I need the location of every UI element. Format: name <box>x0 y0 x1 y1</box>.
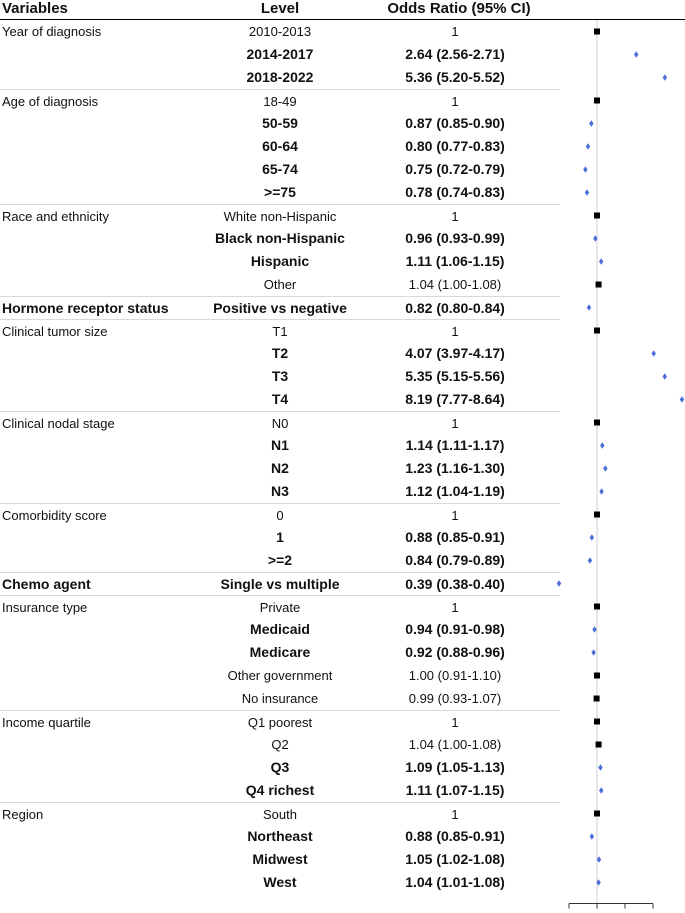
level-cell: No insurance <box>241 691 319 706</box>
level-cell: Medicare <box>249 644 311 660</box>
variable-cell: Chemo agent <box>2 576 91 592</box>
odds-ratio-cell: 1.04 (1.00-1.08) <box>408 277 502 292</box>
level-cell: 2010-2013 <box>248 24 312 39</box>
estimate-marker <box>651 350 655 356</box>
odds-ratio-cell: 8.19 (7.77-8.64) <box>405 391 505 407</box>
odds-ratio-cell: 1.12 (1.04-1.19) <box>405 483 505 499</box>
odds-ratio-cell: 1.04 (1.00-1.08) <box>408 737 502 752</box>
level-cell: N1 <box>271 437 289 453</box>
odds-ratio-cell: 1 <box>451 324 459 339</box>
level-cell: Q1 poorest <box>247 715 313 730</box>
variable-cell: Hormone receptor status <box>2 300 169 316</box>
odds-ratio-cell: 1 <box>451 416 459 431</box>
level-cell: 60-64 <box>262 138 298 154</box>
estimate-marker <box>557 580 561 586</box>
level-cell: N3 <box>271 483 289 499</box>
level-cell: Other government <box>227 668 333 683</box>
level-cell: South <box>263 807 297 822</box>
estimate-marker <box>588 557 592 563</box>
odds-ratio-cell: 4.07 (3.97-4.17) <box>405 345 505 361</box>
estimate-marker <box>600 442 604 448</box>
reference-marker <box>596 282 602 288</box>
odds-ratio-cell: 0.75 (0.72-0.79) <box>405 161 505 177</box>
reference-marker <box>594 512 600 518</box>
odds-ratio-cell: 2.64 (2.56-2.71) <box>405 46 505 62</box>
level-cell: White non-Hispanic <box>223 209 337 224</box>
estimate-marker <box>589 120 593 126</box>
reference-marker <box>594 811 600 817</box>
variable-cell: Region <box>2 807 44 822</box>
odds-ratio-cell: 0.87 (0.85-0.90) <box>405 115 505 131</box>
estimate-marker <box>591 649 595 655</box>
odds-ratio-cell: 1 <box>451 807 459 822</box>
estimate-marker <box>590 833 594 839</box>
level-cell: 1 <box>276 529 284 545</box>
header-variables: Variables <box>2 0 68 17</box>
odds-ratio-cell: 0.88 (0.85-0.91) <box>405 828 505 844</box>
level-cell: Q3 <box>270 759 290 775</box>
level-cell: Other <box>263 277 297 292</box>
odds-ratio-cell: 1.00 (0.91-1.10) <box>408 668 502 683</box>
estimate-marker <box>599 488 603 494</box>
level-cell: Midwest <box>252 851 308 867</box>
reference-marker <box>594 98 600 104</box>
estimate-marker <box>663 74 667 80</box>
estimate-marker <box>603 465 607 471</box>
odds-ratio-cell: 5.35 (5.15-5.56) <box>405 368 505 384</box>
level-cell: 0 <box>276 508 284 523</box>
odds-ratio-cell: 0.80 (0.77-0.83) <box>405 138 505 154</box>
odds-ratio-cell: 1 <box>451 209 459 224</box>
variable-cell: Income quartile <box>2 715 91 730</box>
estimate-marker <box>592 626 596 632</box>
odds-ratio-cell: 1.05 (1.02-1.08) <box>405 851 505 867</box>
estimate-marker <box>590 534 594 540</box>
estimate-marker <box>583 166 587 172</box>
level-cell: Private <box>259 600 301 615</box>
reference-marker <box>596 742 602 748</box>
level-cell: Single vs multiple <box>220 576 340 592</box>
reference-marker <box>594 420 600 426</box>
estimate-marker <box>587 304 591 310</box>
level-cell: T2 <box>271 345 289 361</box>
level-cell: Medicaid <box>250 621 310 637</box>
odds-ratio-cell: 1.23 (1.16-1.30) <box>405 460 505 476</box>
level-cell: Northeast <box>247 828 313 844</box>
estimate-marker <box>599 258 603 264</box>
level-cell: Q4 richest <box>245 782 315 798</box>
estimate-marker <box>663 373 667 379</box>
odds-ratio-cell: 0.94 (0.91-0.98) <box>405 621 505 637</box>
odds-ratio-cell: 0.39 (0.38-0.40) <box>405 576 505 592</box>
odds-ratio-cell: 1 <box>451 94 459 109</box>
odds-ratio-cell: 0.92 (0.88-0.96) <box>405 644 505 660</box>
estimate-marker <box>634 51 638 57</box>
odds-ratio-cell: 1.11 (1.06-1.15) <box>405 253 505 269</box>
reference-marker <box>594 696 600 702</box>
odds-ratio-cell: 1.04 (1.01-1.08) <box>405 874 505 890</box>
odds-ratio-cell: 1.09 (1.05-1.13) <box>405 759 505 775</box>
reference-marker <box>594 719 600 725</box>
odds-ratio-cell: 0.99 (0.93-1.07) <box>408 691 502 706</box>
variable-cell: Insurance type <box>2 600 88 615</box>
level-cell: >=75 <box>264 184 296 200</box>
level-cell: 50-59 <box>262 115 298 131</box>
reference-marker <box>594 213 600 219</box>
estimate-marker <box>599 787 603 793</box>
odds-ratio-cell: 1 <box>451 715 459 730</box>
level-cell: 65-74 <box>262 161 298 177</box>
reference-marker <box>594 328 600 334</box>
estimate-marker <box>598 764 602 770</box>
odds-ratio-cell: 0.88 (0.85-0.91) <box>405 529 505 545</box>
odds-ratio-cell: 0.84 (0.79-0.89) <box>405 552 505 568</box>
odds-ratio-cell: 1.14 (1.11-1.17) <box>405 437 505 453</box>
odds-ratio-cell: 0.82 (0.80-0.84) <box>405 300 505 316</box>
estimate-marker <box>680 396 684 402</box>
variable-cell: Clinical nodal stage <box>2 416 115 431</box>
odds-ratio-cell: 0.96 (0.93-0.99) <box>405 230 505 246</box>
odds-ratio-cell: 1 <box>451 600 459 615</box>
estimate-marker <box>585 189 589 195</box>
variable-cell: Age of diagnosis <box>2 94 99 109</box>
variable-cell: Clinical tumor size <box>2 324 108 339</box>
level-cell: Black non-Hispanic <box>215 230 345 246</box>
level-cell: 18-49 <box>263 94 297 109</box>
odds-ratio-cell: 5.36 (5.20-5.52) <box>405 69 505 85</box>
odds-ratio-cell: 1.11 (1.07-1.15) <box>405 782 505 798</box>
odds-ratio-cell: 1 <box>451 24 459 39</box>
variable-cell: Race and ethnicity <box>2 209 109 224</box>
level-cell: 2014-2017 <box>246 46 314 62</box>
odds-ratio-cell: 0.78 (0.74-0.83) <box>405 184 505 200</box>
level-cell: West <box>263 874 297 890</box>
reference-marker <box>594 29 600 35</box>
odds-ratio-cell: 1 <box>451 508 459 523</box>
level-cell: N0 <box>271 416 289 431</box>
reference-marker <box>594 604 600 610</box>
header-odds-ratio: Odds Ratio (95% CI) <box>387 0 531 17</box>
level-cell: Positive vs negative <box>213 300 347 316</box>
level-cell: T1 <box>272 324 288 339</box>
variable-cell: Comorbidity score <box>2 508 107 523</box>
level-cell: Q2 <box>271 737 289 752</box>
variable-cell: Year of diagnosis <box>2 24 102 39</box>
level-cell: N2 <box>271 460 289 476</box>
reference-marker <box>594 673 600 679</box>
level-cell: T4 <box>271 391 289 407</box>
level-cell: >=2 <box>267 552 293 568</box>
estimate-marker <box>586 143 590 149</box>
level-cell: T3 <box>271 368 289 384</box>
level-cell: Hispanic <box>250 253 310 269</box>
header-level: Level <box>260 0 300 17</box>
level-cell: 2018-2022 <box>246 69 314 85</box>
